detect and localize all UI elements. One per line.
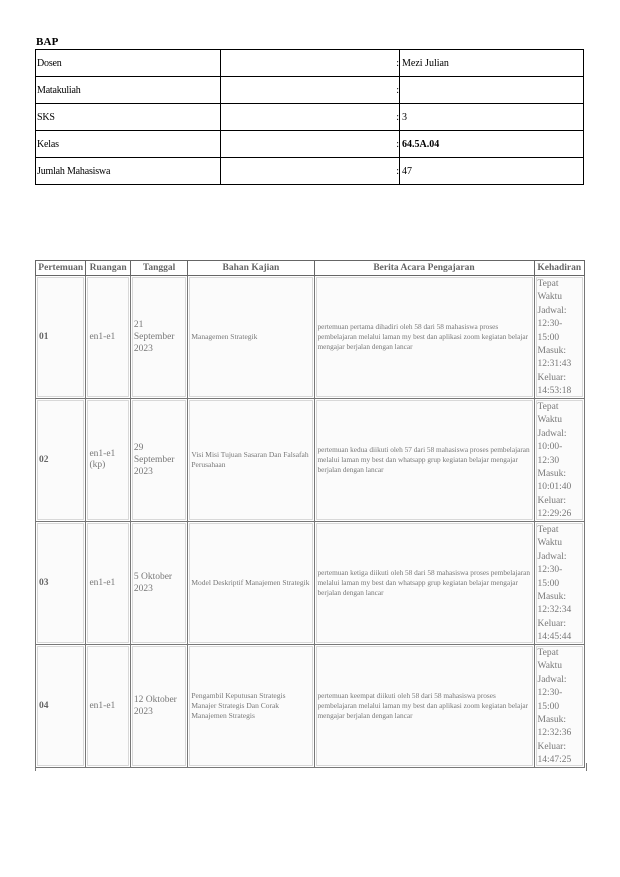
header-kehadiran: Kehadiran bbox=[534, 261, 585, 276]
kehadiran-line: Masuk: bbox=[537, 592, 566, 603]
bahan-kajian-cell-text: Model Deskriptif Manajemen Strategik bbox=[191, 578, 310, 587]
pertemuan-cell bbox=[36, 522, 86, 645]
attendance-table bbox=[35, 260, 585, 768]
kehadiran-line: 10:00- bbox=[537, 442, 563, 453]
pertemuan-cell-text: 02 bbox=[39, 455, 49, 465]
kehadiran-line: 14:45:44 bbox=[537, 632, 572, 643]
pertemuan-cell bbox=[36, 399, 86, 522]
info-separator: : bbox=[221, 50, 400, 77]
kehadiran-line: Keluar: bbox=[537, 741, 566, 752]
kehadiran-line: Waktu bbox=[537, 292, 563, 303]
ruangan-cell bbox=[86, 522, 130, 645]
berita-acara-cell bbox=[314, 276, 534, 399]
kehadiran-line: 14:47:25 bbox=[537, 755, 572, 766]
kehadiran-line: Masuk: bbox=[537, 346, 566, 357]
ruangan-cell-text: en1-e1 (kp) bbox=[89, 449, 116, 470]
info-row bbox=[36, 104, 584, 131]
berita-acara-cell-text: pertemuan keempat diikuti oleh 58 dari 58 mahasiswa proses pembelajaran melalui laman my best dan aplikasi zoom kegiatan belajar mengajar berjalan dengan lancar bbox=[317, 691, 529, 720]
kehadiran-line: 12:31:43 bbox=[537, 359, 572, 370]
ruangan-cell-text: en1-e1 bbox=[89, 577, 116, 588]
table-row bbox=[36, 276, 585, 399]
kehadiran-line: 12:32:36 bbox=[537, 728, 572, 739]
kehadiran-line: Waktu bbox=[537, 538, 563, 549]
info-row bbox=[36, 50, 584, 77]
kehadiran-cell bbox=[534, 645, 585, 768]
info-separator: : bbox=[221, 77, 400, 104]
ruangan-cell bbox=[86, 399, 130, 522]
tanggal-cell-text: 12 Oktober 2023 bbox=[133, 695, 177, 717]
kehadiran-line: Tepat bbox=[537, 279, 559, 289]
info-value: 64.5A.04 bbox=[400, 131, 584, 158]
tanggal-cell bbox=[130, 645, 188, 768]
info-label: Dosen bbox=[36, 50, 221, 77]
table-header-row bbox=[36, 261, 585, 276]
info-value: Mezi Julian bbox=[400, 50, 584, 77]
tanggal-cell-text: 29 September 2023 bbox=[133, 443, 175, 477]
info-separator: : bbox=[221, 158, 400, 185]
kehadiran-line: Jadwal: bbox=[537, 674, 567, 685]
info-label: Kelas bbox=[36, 131, 221, 158]
info-value: 3 bbox=[400, 104, 584, 131]
table-row bbox=[36, 522, 585, 645]
info-label: SKS bbox=[36, 104, 221, 131]
kehadiran-line: 12:30 bbox=[537, 455, 560, 466]
kehadiran-line: 12:30- bbox=[537, 565, 563, 576]
kehadiran-line: 15:00 bbox=[537, 578, 560, 589]
table-row bbox=[36, 399, 585, 522]
bahan-kajian-cell-text: Visi Misi Tujuan Sasaran Dan Falsafah Perusahaan bbox=[191, 450, 309, 469]
info-separator: : bbox=[221, 104, 400, 131]
info-label: Jumlah Mahasiswa bbox=[36, 158, 221, 185]
info-value: 47 bbox=[400, 158, 584, 185]
header-tanggal: Tanggal bbox=[130, 261, 188, 276]
course-info-table bbox=[35, 49, 584, 185]
berita-acara-cell-text: pertemuan kedua diikuti oleh 57 dari 58 mahasiswa proses pembelajaran melalui laman my best dan whatsapp grup kegiatan belajar mengajar berjalan dengan lancar bbox=[317, 445, 530, 474]
kehadiran-line: Waktu bbox=[537, 661, 563, 672]
kehadiran-line: Tepat bbox=[537, 648, 559, 658]
kehadiran-line: Keluar: bbox=[537, 618, 566, 629]
kehadiran-line: Jadwal: bbox=[537, 551, 567, 562]
info-row bbox=[36, 158, 584, 185]
berita-acara-cell-text: pertemuan pertama dihadiri oleh 58 dari 58 mahasiswa proses pembelajaran melalui laman my best dan aplikasi zoom kegiatan belajar mengajar berjalan dengan lancar bbox=[317, 322, 529, 351]
bahan-kajian-cell-text: Pengambil Keputusan Strategis Manajer Strategis Dan Corak Manajemen Strategis bbox=[191, 691, 286, 720]
kehadiran-line: 15:00 bbox=[537, 701, 560, 712]
tanggal-cell-text: 5 Oktober 2023 bbox=[133, 572, 173, 594]
kehadiran-line: 12:32:34 bbox=[537, 605, 572, 616]
tanggal-cell bbox=[130, 522, 188, 645]
kehadiran-line: 12:29:26 bbox=[537, 509, 572, 520]
header-berita-acara: Berita Acara Pengajaran bbox=[314, 261, 534, 276]
info-value bbox=[400, 77, 584, 104]
tanggal-cell-text: 21 September 2023 bbox=[133, 320, 175, 354]
kehadiran-line: 12:30- bbox=[537, 688, 563, 699]
berita-acara-cell bbox=[314, 645, 534, 768]
bahan-kajian-cell bbox=[188, 276, 314, 399]
kehadiran-cell bbox=[534, 522, 585, 645]
info-row bbox=[36, 131, 584, 158]
ruangan-cell bbox=[86, 276, 130, 399]
table-continuation bbox=[35, 763, 587, 771]
ruangan-cell bbox=[86, 645, 130, 768]
kehadiran-line: Tepat bbox=[537, 525, 559, 535]
kehadiran-line: 15:00 bbox=[537, 332, 560, 343]
kehadiran-line: 12:30- bbox=[537, 319, 563, 330]
kehadiran-line: Keluar: bbox=[537, 495, 566, 506]
berita-acara-cell bbox=[314, 399, 534, 522]
pertemuan-cell-text: 03 bbox=[39, 578, 49, 588]
bahan-kajian-cell bbox=[188, 522, 314, 645]
bahan-kajian-cell-text: Managemen Strategik bbox=[191, 332, 258, 341]
pertemuan-cell-text: 04 bbox=[39, 701, 49, 711]
header-bahan-kajian: Bahan Kajian bbox=[188, 261, 314, 276]
table-row bbox=[36, 645, 585, 768]
pertemuan-cell bbox=[36, 276, 86, 399]
kehadiran-line: Jadwal: bbox=[537, 305, 567, 316]
kehadiran-line: Masuk: bbox=[537, 715, 566, 726]
kehadiran-line: Masuk: bbox=[537, 469, 566, 480]
kehadiran-line: 10:01:40 bbox=[537, 482, 572, 493]
kehadiran-line: 14:53:18 bbox=[537, 386, 572, 397]
berita-acara-cell bbox=[314, 522, 534, 645]
kehadiran-line: Keluar: bbox=[537, 372, 566, 383]
kehadiran-line: Jadwal: bbox=[537, 428, 567, 439]
info-separator: : bbox=[221, 131, 400, 158]
kehadiran-cell bbox=[534, 276, 585, 399]
document-title: BAP bbox=[36, 36, 59, 48]
kehadiran-line: Tepat bbox=[537, 402, 559, 412]
info-row bbox=[36, 77, 584, 104]
kehadiran-cell bbox=[534, 399, 585, 522]
berita-acara-cell-text: pertemuan ketiga diikuti oleh 58 dari 58 mahasiswa proses pembelajaran melalui laman my best dan whatsapp grup kegiatan belajar mengajar berjalan dengan lancar bbox=[317, 568, 531, 597]
bahan-kajian-cell bbox=[188, 399, 314, 522]
kehadiran-line: Waktu bbox=[537, 415, 563, 426]
tanggal-cell bbox=[130, 276, 188, 399]
pertemuan-cell-text: 01 bbox=[39, 332, 49, 342]
ruangan-cell-text: en1-e1 bbox=[89, 331, 116, 342]
pertemuan-cell bbox=[36, 645, 86, 768]
header-pertemuan: Pertemuan bbox=[36, 261, 86, 276]
info-label: Matakuliah bbox=[36, 77, 221, 104]
bahan-kajian-cell bbox=[188, 645, 314, 768]
ruangan-cell-text: en1-e1 bbox=[89, 700, 116, 711]
header-ruangan: Ruangan bbox=[86, 261, 130, 276]
tanggal-cell bbox=[130, 399, 188, 522]
